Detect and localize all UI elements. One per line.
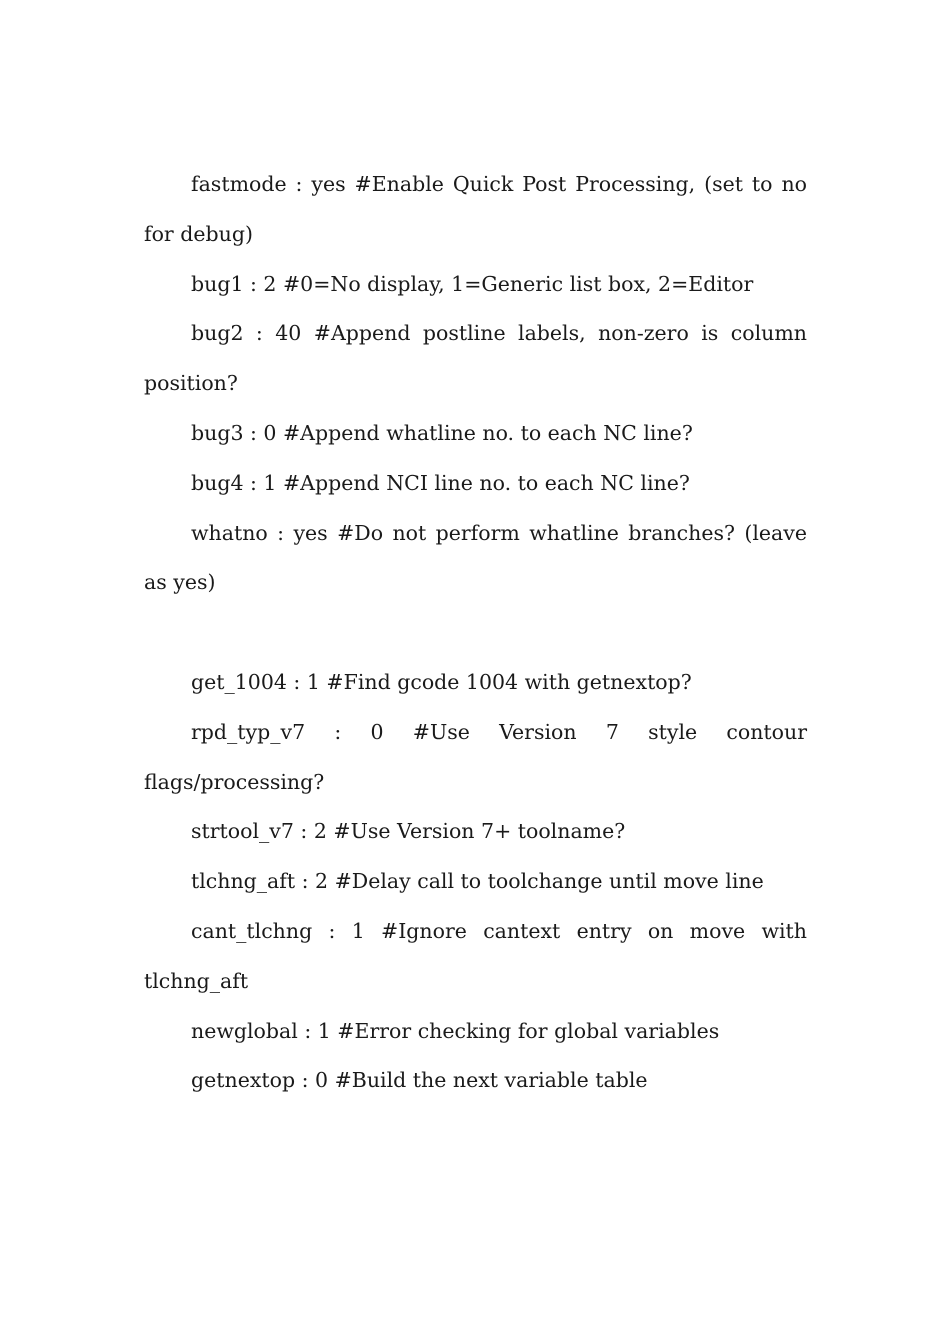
config-line-strtool-v7: strtool_v7 : 2 #Use Version 7+ toolname? — [191, 819, 626, 844]
config-line-rpd-typ-v7: rpd_typ_v7 : 0 #Use Version 7 style contour flags/processing? — [144, 719, 807, 794]
config-line-bug4: bug4 : 1 #Append NCI line no. to each NC line? — [191, 470, 690, 495]
config-line-bug2: bug2 : 40 #Append postline labels, non-zero is column position? — [144, 321, 807, 396]
blank-line — [144, 608, 807, 658]
config-line-tlchng-aft: tlchng_aft : 2 #Delay call to toolchange until move line — [191, 869, 764, 894]
config-line-get-1004: get_1004 : 1 #Find gcode 1004 with getnextop? — [191, 669, 692, 694]
config-line-whatno: whatno : yes #Do not perform whatline branches? (leave as yes) — [144, 520, 807, 595]
config-line-bug1: bug1 : 2 #0=No display, 1=Generic list box, 2=Editor — [191, 271, 754, 296]
config-line-getnextop: getnextop : 0 #Build the next variable table — [191, 1068, 648, 1093]
config-line-fastmode: fastmode : yes #Enable Quick Post Processing, (set to no for debug) — [144, 172, 807, 246]
config-line-cant-tlchng: cant_tlchng : 1 #Ignore cantext entry on move with tlchng_aft — [144, 918, 807, 993]
config-line-bug3: bug3 : 0 #Append whatline no. to each NC line? — [191, 420, 693, 445]
document-body — [144, 160, 807, 1106]
config-line-newglobal: newglobal : 1 #Error checking for global variables — [191, 1018, 720, 1043]
